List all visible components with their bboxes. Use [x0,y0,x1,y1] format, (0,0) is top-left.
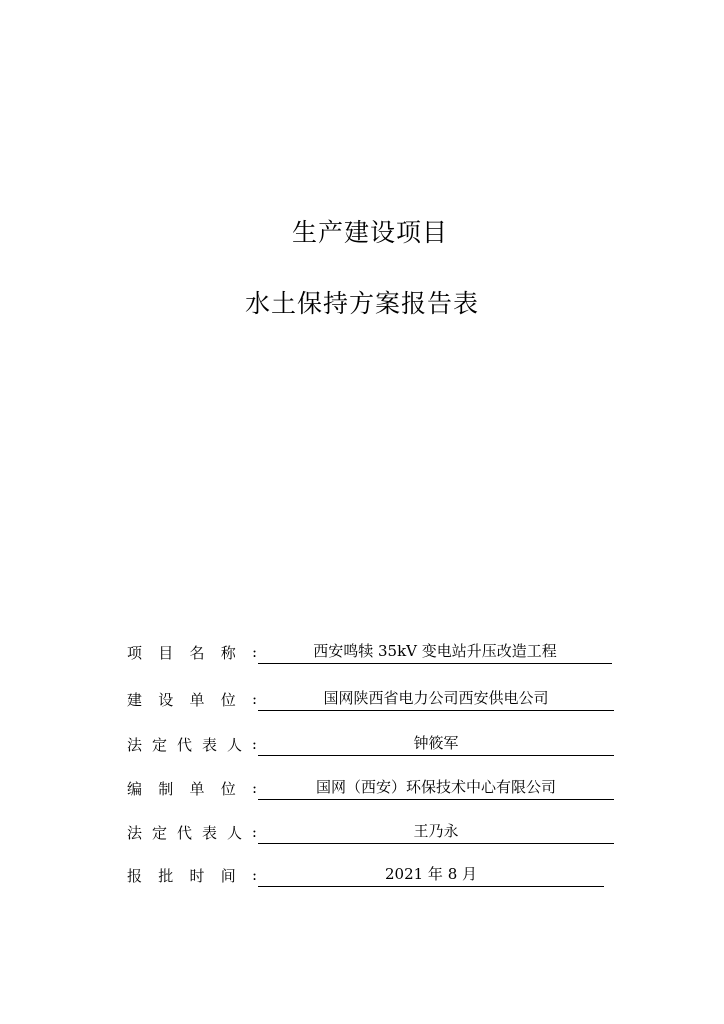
label-char: 项 [127,643,143,662]
cover-title-line-1: 生产建设项目 [291,218,448,247]
field-label [127,775,257,801]
field-label [127,731,257,757]
label-char: 定 [151,735,167,754]
label-char: : [251,643,257,661]
label-char: 称 [220,643,236,662]
label-char: 人 [226,823,242,842]
label-char: 目 [158,643,174,662]
field-value-submission-time: 2021 年 8 月 [258,862,604,887]
label-char: 位 [220,779,236,798]
label-char: 时 [189,866,205,885]
field-label [127,819,257,845]
field-value-legal-representative-1: 钟筱军 [258,731,614,756]
field-row-project-name [0,639,724,665]
label-char: 设 [158,690,174,709]
label-char: 单 [189,690,205,709]
label-char: : [251,735,257,753]
field-row-construction-unit [0,686,724,712]
label-char: 编 [127,779,143,798]
field-value-construction-unit: 国网陕西省电力公司西安供电公司 [258,686,614,711]
label-char: 制 [158,779,174,798]
label-char: 名 [189,643,205,662]
cover-title-line-2: 水土保持方案报告表 [244,289,479,318]
field-value-compiling-unit: 国网（西安）环保技术中心有限公司 [258,775,614,800]
label-char: 人 [226,735,242,754]
field-row-legal-representative-2 [0,819,724,845]
field-value-legal-representative-2: 王乃永 [258,819,614,844]
label-char: 表 [201,823,217,842]
label-char: 位 [220,690,236,709]
label-char: : [251,823,257,841]
field-row-compiling-unit [0,775,724,801]
label-char: : [251,866,257,884]
field-row-legal-representative-1 [0,731,724,757]
label-char: 表 [201,735,217,754]
field-value-project-name: 西安鸣犊 35kV 变电站升压改造工程 [258,639,612,664]
label-char: : [251,690,257,708]
field-label [127,862,257,888]
field-label [127,686,257,712]
label-char: 批 [158,866,174,885]
label-char: 单 [189,779,205,798]
label-char: 建 [127,690,143,709]
label-char: 代 [176,735,192,754]
label-char: 报 [127,866,143,885]
label-char: 定 [151,823,167,842]
label-char: 法 [127,735,143,754]
field-label [127,639,257,665]
field-row-submission-time [0,862,724,888]
label-char: 间 [220,866,236,885]
label-char: 法 [127,823,143,842]
label-char: 代 [176,823,192,842]
label-char: : [251,779,257,797]
